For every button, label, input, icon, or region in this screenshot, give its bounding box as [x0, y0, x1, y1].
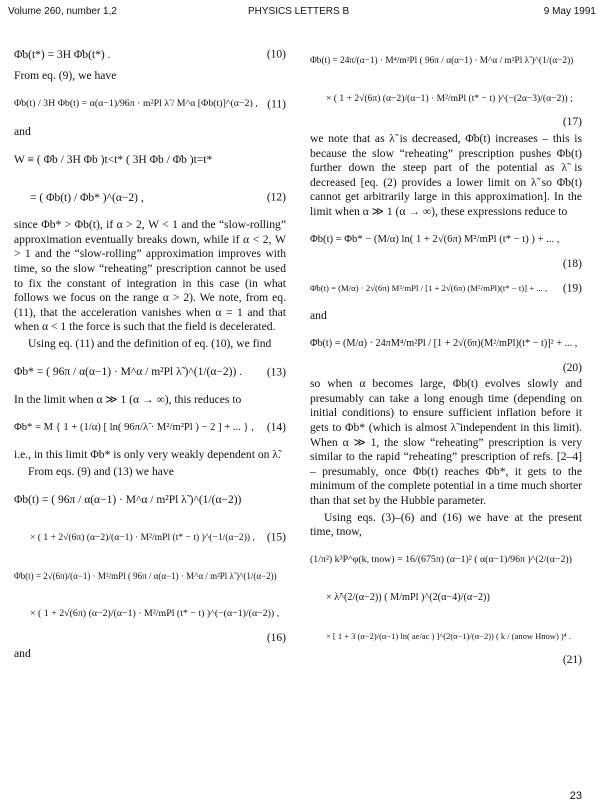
equation-14-number: (14)	[266, 421, 286, 434]
equation-13-body: Φb* = ( 96π / α(α−1) · M^α / m²Pl λ̃ )^(1/(α−2)) .	[14, 366, 243, 379]
paragraph: and	[310, 308, 327, 322]
volume-label: Volume 260, number 1,2	[8, 6, 117, 17]
equation-12-line-1	[14, 143, 286, 177]
equation-21-number: (21)	[562, 654, 582, 667]
equation-20-number: (20)	[562, 361, 582, 374]
journal-title: PHYSICS LETTERS B	[248, 6, 350, 17]
page-header	[8, 6, 596, 22]
equation-10-body: Φ̇b(t*) = 3H Φ̇b(t*) .	[14, 48, 111, 61]
equation-11	[14, 88, 286, 122]
page-number: 23	[569, 790, 582, 802]
equation-12-line-2	[14, 181, 286, 215]
equation-15-line-1	[14, 483, 286, 517]
equation-16-line-1	[14, 559, 286, 593]
equation-14	[14, 411, 286, 445]
equation-16-body-1: Φ̇b(t) = 2√(6π)/(α−1) · M²/mPl ( 96π / α(α−1) · M^α / m²Pl λ̃ )^(1/(α−2))	[14, 571, 277, 582]
equation-17-line-2	[310, 82, 582, 129]
equation-15-body-1: Φb(t) = ( 96π / α(α−1) · M^α / m²Pl λ̃ )^(1/(α−2))	[14, 494, 242, 507]
equation-21-line-3	[310, 620, 582, 667]
equation-17-number: (17)	[562, 116, 582, 129]
paragraph: Using eqs. (3)–(6) and (16) we have at the present time, tnow,	[310, 510, 582, 539]
equation-17-line-1	[310, 44, 582, 78]
equation-16-body-2: × ( 1 + 2√(6π) (α−2)/(α−1) · M²/mPl (t* − t) )^(−(α−1)/(α−2)) ,	[30, 608, 280, 620]
equation-10	[14, 44, 286, 66]
equation-21-body-1: (1/π²) k³P^φ(k, tnow) = 16/(675π) (α−1)² ( α(α−1)/96π )^(2/(α−2))	[310, 554, 572, 566]
equation-21-line-1	[310, 544, 582, 578]
paragraph: In the limit when α ≫ 1 (α → ∞), this reduces to	[14, 392, 242, 406]
paragraph: so when α becomes large, Φb(t) evolves slowly and presumably can take a long enough time (depending on initial conditions) to ensure sufficient inflation before it gets to Φb* (which is almost λ̃ independent in this limit). When α ≫ 1, the slow “reheating” prescription is very similar to the rapid “reheating” prescription of refs. [2–4] – presumably, once Φb(t) reaches Φb*, it gets to the minimum of the complete potential in a time much shorter than that set by the Hubble parameter.	[310, 377, 582, 507]
paragraph: we note that as λ̃ is decreased, Φ̇b(t) increases – this is because the slow “reheating” prescription pushes Φb(t) further down the steep part of the potential as λ̃ is decreased [eq. (2) provides a lower limit on λ̃ so Φ̇b(t) cannot get arbitrarily large in this approximation]. In the limit when α ≫ 1 (α → ∞), these expressions reduce to	[310, 132, 582, 218]
equation-19	[310, 272, 582, 306]
equation-13	[14, 356, 286, 390]
equation-17-body-2: × ( 1 + 2√(6π) (α−2)/(α−1) · M²/mPl (t* − t) )^(−(2α−3)/(α−2)) ;	[326, 92, 573, 104]
equation-15-number: (15)	[266, 532, 286, 545]
equation-20-body: Φ̈b(t) = (M/α) · 24πM⁴/m²Pl / [1 + 2√(6π)(M²/mPl)(t* − t)]² + ... ,	[310, 337, 578, 349]
equation-18	[310, 224, 582, 270]
left-column	[14, 40, 286, 664]
paragraph: and	[14, 124, 31, 138]
equation-11-body: Φ̇b(t) / 3H Φb(t) = α(α−1)/96π · m²Pl λ̃ / M^α [Φb(t)]^(α−2) ,	[14, 98, 258, 110]
equation-12-number: (12)	[266, 191, 286, 204]
equation-16-line-2	[14, 597, 286, 644]
equation-10-number: (10)	[266, 48, 286, 61]
equation-12-body-1: W ≡ ( Φ̇b / 3H Φb )t<t* ( 3H Φb / Φ̇b )t=t*	[14, 153, 213, 166]
equation-19-number: (19)	[562, 282, 582, 295]
equation-12-body-2: = ( Φb(t) / Φb* )^(α−2) ,	[30, 191, 144, 204]
equation-21-line-2	[310, 582, 582, 616]
paragraph: From eqs. (9) and (13) we have	[28, 464, 174, 478]
right-column	[310, 40, 582, 667]
issue-date: 9 May 1991	[543, 6, 596, 17]
equation-18-body: Φb(t) = Φb* − (M/α) ln( 1 + 2√(6π) M²/mPl (t* − t) ) + ... ,	[310, 234, 560, 246]
equation-17-body-1: Φ̈b(t) = 24π/(α−1) · M⁴/m²Pl ( 96π / α(α−1) · M^α / m²Pl λ̃ )^(1/(α−2))	[310, 55, 574, 66]
equation-15-line-2	[14, 521, 286, 555]
paragraph: From eq. (9), we have	[14, 69, 117, 82]
equation-11-number: (11)	[267, 98, 286, 111]
equation-21-body-3: × [ 1 + 3 (α−2)/(α−1) ln( ae/ac ) ]^(2(α−1)/(α−2)) ( k / (anow Hnow) )⁴ .	[326, 631, 571, 642]
equation-21-body-2: × λ̃^(2/(α−2)) ( M/mPl )^(2(α−4)/(α−2))	[326, 592, 490, 604]
equation-16-number: (16)	[266, 631, 286, 644]
paragraph: i.e., in this limit Φb* is only very weakly dependent on λ̃.	[14, 448, 281, 462]
paragraph: Using eq. (11) and the definition of eq. (10), we find	[28, 336, 272, 350]
paragraph: since Φb* > Φb(t), if α > 2, W < 1 and the “slow-rolling” approximation eventually breaks down, while if α < 2, W > 1 and the “slow-rolling” approximation improves with time, so the slow “reheating” prescription cannot be used to fix the constant of integration in this case (in what follows we focus on the range α > 2). We note, from eq. (11), that the acceleration vanishes when α = 1 and that when α < 1 the force is such that the field is decelerated.	[14, 218, 286, 334]
equation-19-body: Φ̇b(t) = (M/α) · 2√(6π) M²/mPl / [1 + 2√(6π) (M²/mPl)(t* − t)] + ... ,	[310, 283, 548, 294]
paragraph: and	[14, 647, 31, 661]
equation-20	[310, 327, 582, 374]
equation-13-number: (13)	[266, 366, 286, 379]
equation-15-body-2: × ( 1 + 2√(6π) (α−2)/(α−1) · M²/mPl (t* − t) )^(−1/(α−2)) ,	[30, 532, 255, 544]
equation-14-body: Φb* = M { 1 + (1/α) [ ln( 96π/λ̃ · M²/m²Pl ) − 2 ] + ... } ,	[14, 421, 254, 433]
equation-18-number: (18)	[562, 257, 582, 270]
